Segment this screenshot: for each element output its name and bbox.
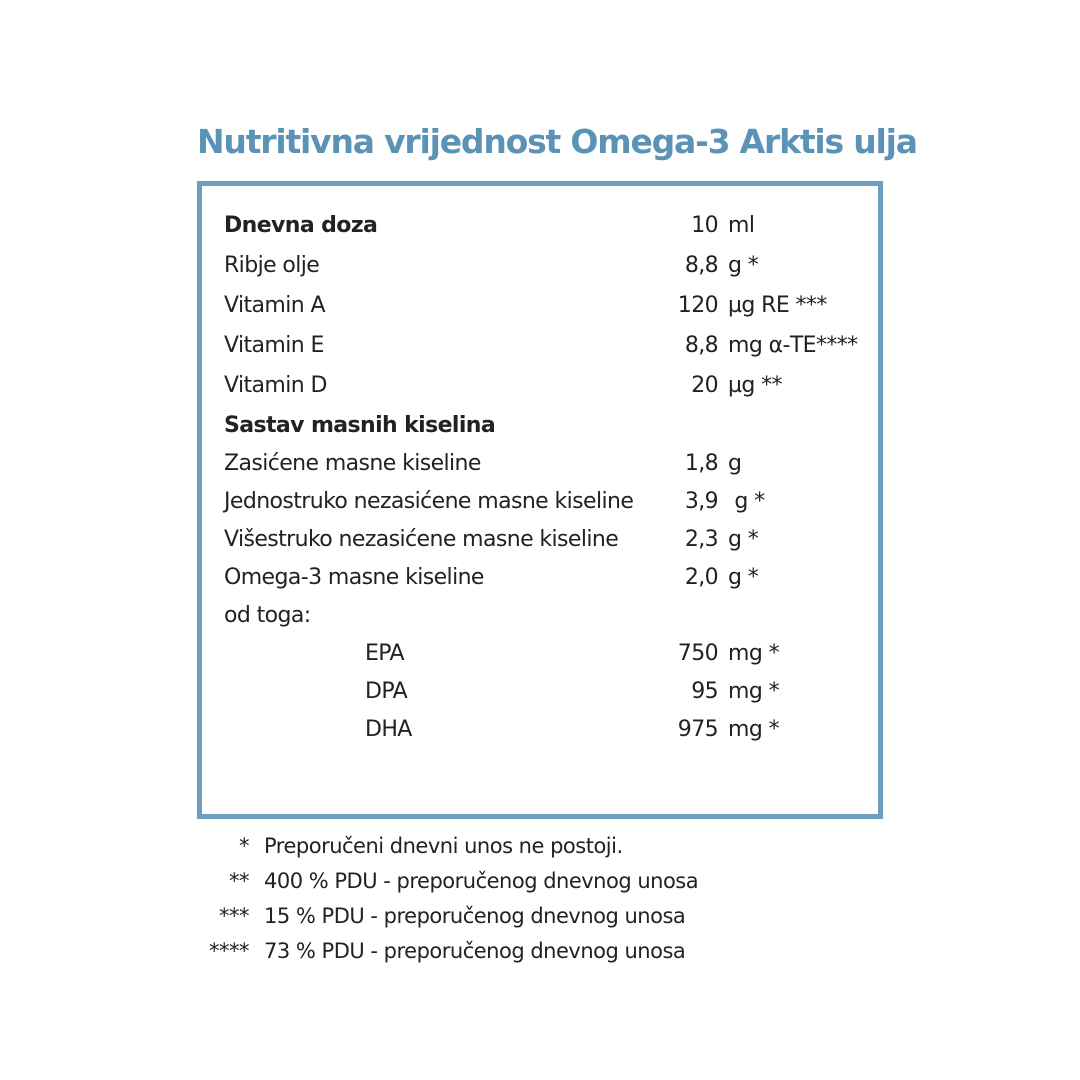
row-unit-wrap — [728, 369, 888, 403]
row-value: 10 — [691, 213, 718, 238]
row-unit: mg * — [728, 641, 779, 666]
row-value: 2,3 — [684, 527, 718, 552]
row-unit-wrap — [728, 329, 878, 363]
row-label: EPA — [365, 641, 405, 666]
row-unit-wrap — [728, 523, 888, 557]
row-unit: mg α-TE**** — [728, 333, 858, 358]
footnote — [197, 864, 797, 898]
table-row — [365, 637, 718, 671]
row-value: 3,9 — [684, 489, 718, 514]
row-unit: g * — [728, 565, 759, 590]
row-unit: ml — [728, 213, 755, 238]
table-row — [224, 485, 718, 519]
footnote-text: Preporučeni dnevni unos ne postoji. — [264, 834, 623, 858]
row-label: DHA — [365, 717, 412, 742]
footnote — [197, 829, 797, 863]
section-heading — [224, 409, 718, 443]
nutrition-table — [197, 181, 883, 819]
table-row — [224, 523, 718, 557]
table-row — [365, 713, 718, 747]
row-unit: mg * — [728, 679, 779, 704]
table-row — [224, 249, 718, 283]
row-value: 20 — [691, 373, 718, 398]
row-label: Višestruko nezasićene masne kiseline — [224, 527, 619, 552]
row-unit: µg ** — [728, 373, 782, 398]
row-unit: g * — [728, 527, 759, 552]
footnote-text: 73 % PDU - preporučenog dnevnog unosa — [264, 939, 686, 963]
row-value: 120 — [677, 293, 718, 318]
row-label: Vitamin D — [224, 373, 327, 398]
row-unit-wrap — [728, 713, 888, 747]
footnote-mark: *** — [219, 904, 249, 928]
row-unit: g * — [728, 253, 759, 278]
row-label: Dnevna doza — [224, 213, 378, 238]
row-value: 2,0 — [684, 565, 718, 590]
table-row — [224, 369, 718, 403]
footnote-text: 15 % PDU - preporučenog dnevnog unosa — [264, 904, 686, 928]
row-value: 1,8 — [684, 451, 718, 476]
table-row — [365, 675, 718, 709]
table-row — [224, 447, 718, 481]
table-row — [224, 599, 718, 633]
footnote-mark: **** — [209, 939, 249, 963]
row-label: DPA — [365, 679, 408, 704]
row-label: Ribje olje — [224, 253, 320, 278]
row-label: Vitamin A — [224, 293, 325, 318]
row-value: 975 — [677, 717, 718, 742]
footnote-mark: ** — [229, 869, 249, 893]
table-row — [224, 289, 718, 323]
row-unit: µg RE *** — [728, 293, 827, 318]
footnote — [197, 934, 797, 968]
page-title: Nutritivna vrijednost Omega-3 Arktis ulja — [197, 122, 917, 161]
row-unit: g * — [728, 489, 765, 514]
row-unit-wrap — [728, 637, 888, 671]
footnote-mark: * — [239, 834, 249, 858]
row-label: Sastav masnih kiselina — [224, 413, 496, 438]
table-row — [224, 561, 718, 595]
row-label: Vitamin E — [224, 333, 324, 358]
row-unit-wrap — [728, 485, 888, 519]
row-unit-wrap — [728, 209, 888, 243]
row-value: 8,8 — [684, 333, 718, 358]
row-unit-wrap — [728, 561, 888, 595]
table-row — [224, 209, 718, 243]
footnote — [197, 899, 797, 933]
row-label: Omega-3 masne kiseline — [224, 565, 484, 590]
row-unit-wrap — [728, 675, 888, 709]
row-label: Zasićene masne kiseline — [224, 451, 481, 476]
row-unit: g — [728, 451, 742, 476]
row-unit-wrap — [728, 289, 888, 323]
row-value: 95 — [691, 679, 718, 704]
row-label: Jednostruko nezasićene masne kiseline — [224, 489, 634, 514]
row-label: od toga: — [224, 603, 311, 628]
row-unit-wrap — [728, 447, 888, 481]
row-unit: mg * — [728, 717, 779, 742]
footnote-text: 400 % PDU - preporučenog dnevnog unosa — [264, 869, 699, 893]
row-value: 750 — [677, 641, 718, 666]
table-row — [224, 329, 718, 363]
row-unit-wrap — [728, 249, 888, 283]
row-value: 8,8 — [684, 253, 718, 278]
